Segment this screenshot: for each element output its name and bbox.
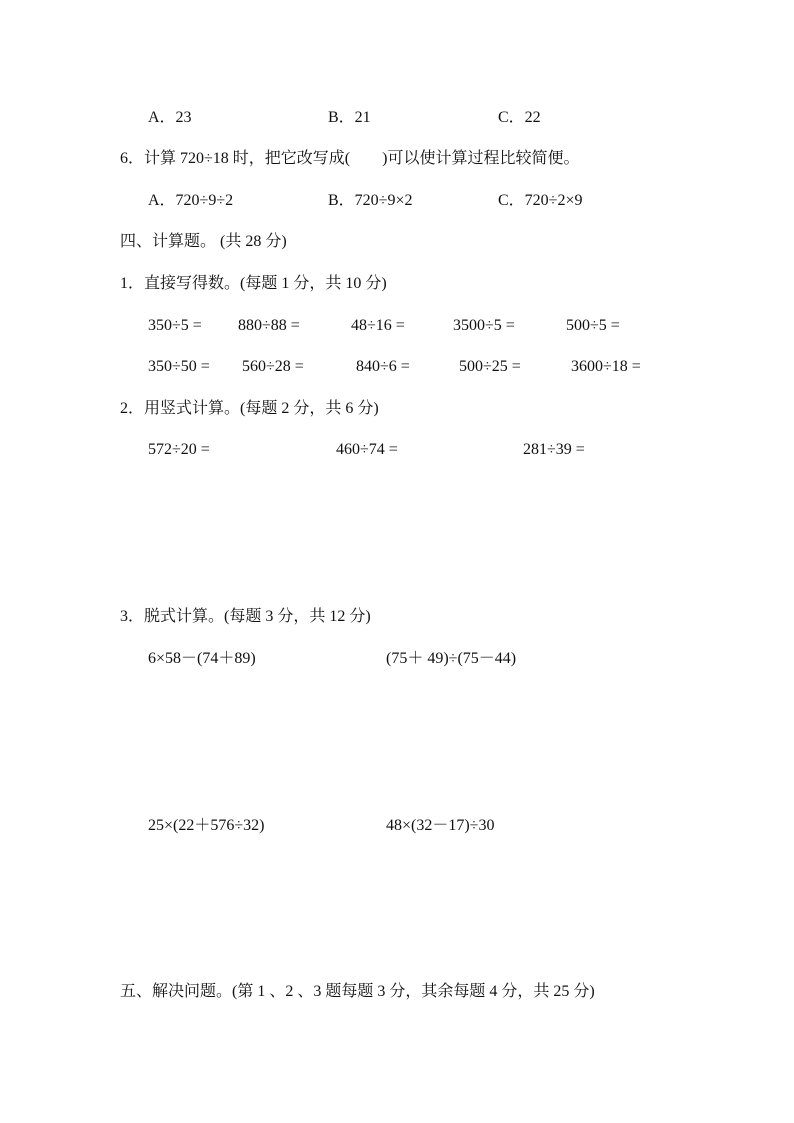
section5-title: 五、解决问题。(第 1 、2 、3 题每题 3 分，其余每题 4 分，共 25 分) — [120, 983, 595, 1000]
oral-calc-item: 350÷5 = — [148, 317, 202, 334]
q5-option-b: B．21 — [328, 109, 371, 126]
oral-calc-item: 48÷16 = — [351, 317, 405, 334]
q6-stem: 6．计算 720÷18 时，把它改写成( )可以使计算过程比较简便。 — [120, 150, 580, 167]
q5-option-c: C．22 — [498, 109, 541, 126]
vertical-calc-item: 460÷74 = — [336, 441, 398, 458]
stepwise-calc-item: 6×58－(74＋89) — [148, 650, 256, 667]
oral-calc-item: 560÷28 = — [242, 358, 304, 375]
q6-option-b: B．720÷9×2 — [328, 192, 413, 209]
oral-calc-item: 3600÷18 = — [571, 358, 641, 375]
vertical-calc-item: 281÷39 = — [523, 441, 585, 458]
stepwise-calc-item: 48×(32－17)÷30 — [386, 817, 495, 834]
q6-option-a: A．720÷9÷2 — [148, 192, 234, 209]
q6-option-c: C．720÷2×9 — [498, 192, 583, 209]
vertical-calc-item: 572÷20 = — [148, 441, 210, 458]
oral-calc-item: 3500÷5 = — [453, 317, 515, 334]
section4-title: 四、计算题。 (共 28 分) — [120, 233, 287, 250]
oral-calc-item: 350÷50 = — [148, 358, 210, 375]
part2-title: 2．用竖式计算。(每题 2 分，共 6 分) — [120, 400, 379, 417]
oral-calc-item: 500÷25 = — [459, 358, 521, 375]
part3-title: 3．脱式计算。(每题 3 分，共 12 分) — [120, 608, 371, 625]
oral-calc-item: 840÷6 = — [356, 358, 410, 375]
oral-calc-item: 880÷88 = — [238, 317, 300, 334]
q5-option-a: A．23 — [148, 109, 192, 126]
oral-calc-item: 500÷5 = — [566, 317, 620, 334]
stepwise-calc-item: 25×(22＋576÷32) — [148, 817, 265, 834]
stepwise-calc-item: (75＋ 49)÷(75－44) — [386, 650, 517, 667]
part1-title: 1．直接写得数。(每题 1 分，共 10 分) — [120, 275, 387, 292]
